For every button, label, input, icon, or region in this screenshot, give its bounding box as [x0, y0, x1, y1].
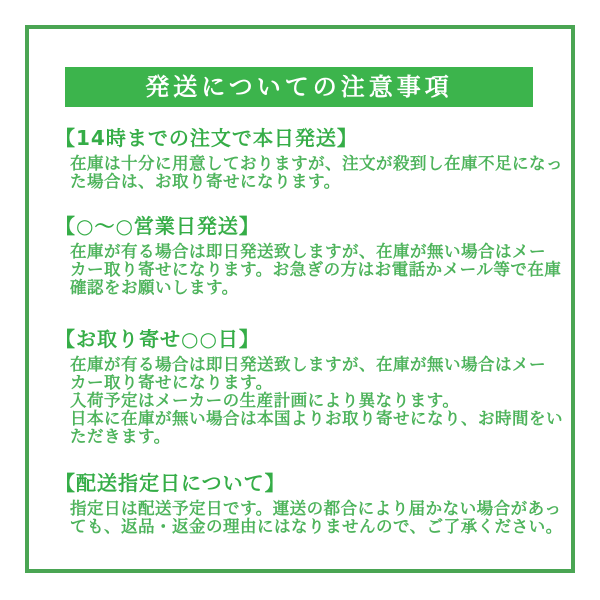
- section-heading: 【配送指定日について】: [55, 471, 286, 495]
- section-backorder: [55, 327, 563, 446]
- body-line: カー取り寄せになります。お急ぎの方はお電話かメール等で在庫: [70, 260, 562, 279]
- body-line: た場合は、お取り寄せになります。: [70, 172, 341, 191]
- section-heading: 【お取り寄せ○○日】: [55, 327, 260, 351]
- section-body: [70, 242, 562, 297]
- body-line: ただきます。: [70, 427, 171, 446]
- section-same-day-shipping: [55, 126, 563, 191]
- section-body: [70, 355, 563, 446]
- section-heading: 【14時までの注文で本日発送】: [55, 126, 358, 150]
- body-line: 在庫が有る場合は即日発送致しますが、在庫が無い場合はメー: [70, 242, 546, 261]
- body-line: ても、返品・返金の理由にはなりませんので、ご了承ください。: [70, 517, 563, 536]
- section-body: [70, 499, 563, 536]
- body-line: 在庫は十分に用意しておりますが、注文が殺到し在庫不足になっ: [70, 154, 563, 173]
- body-line: 指定日は配送予定日です。運送の都合により届かない場合があっ: [70, 499, 562, 518]
- header-banner: [65, 67, 533, 107]
- body-line: 入荷予定はメーカーの生産計画により異なります。: [70, 391, 460, 410]
- section-business-days-shipping: [55, 214, 562, 297]
- body-line: 確認をお願いします。: [70, 278, 239, 297]
- body-line: 日本に在庫が無い場合は本国よりお取り寄せになり、お時間をい: [70, 409, 563, 428]
- body-line: 在庫が有る場合は即日発送致しますが、在庫が無い場合はメー: [70, 355, 546, 374]
- body-line: カー取り寄せになります。: [70, 373, 273, 392]
- page-title: 発送についての注意事項: [145, 73, 453, 101]
- section-delivery-date: [55, 471, 563, 536]
- section-body: [70, 154, 563, 191]
- section-heading: 【○〜○営業日発送】: [55, 214, 260, 238]
